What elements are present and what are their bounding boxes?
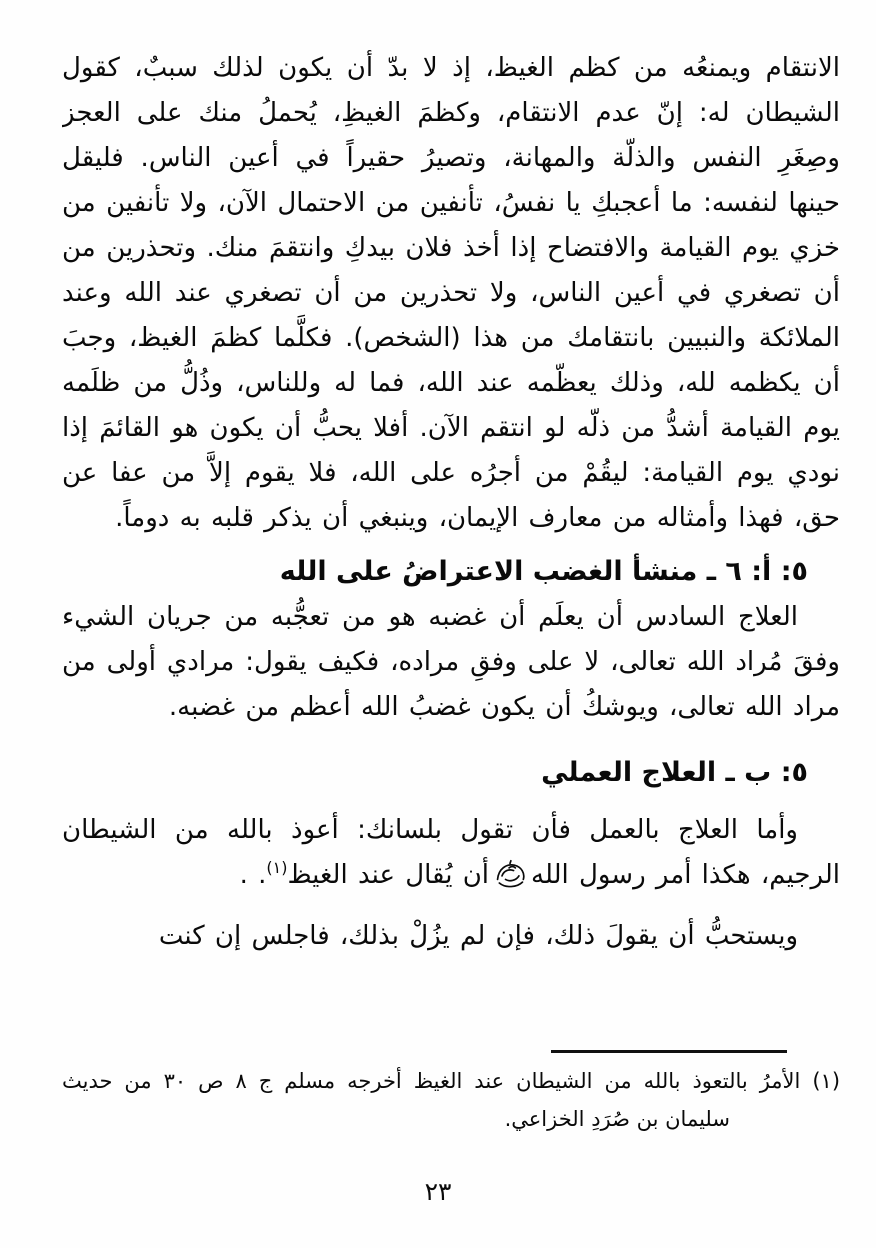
section-heading-practical-remedy: ٥: ب ـ العلاج العملي (541, 757, 808, 788)
paragraph-mustahabb: ويستحبُّ أن يقولَ ذلك، فإن لم يزُلْ بذلك، فاجلس إن كنت (158, 921, 798, 951)
footnote (62, 1062, 840, 1138)
section-heading-anger-origin: ٥: أ: ٦ ـ منشأ الغضب الاعتراضُ على الله (279, 556, 808, 587)
footnote-line-1 (62, 1062, 840, 1100)
footnote-number: (١) (812, 1069, 841, 1093)
footnote-text-line-2: سليمان بن صُرَدِ الخزاعي. (504, 1107, 730, 1131)
paragraph-sixth-remedy: العلاج السادس أن يعلَم أن غضبه هو من تعجُّبه من جريان الشيء وفقَ مُراد الله تعالى، لا على وفقِ مراده، فكيف يقول: مرادي أولى من مراد الله تعالى، ويوشكُ أن يكون غضبُ الله أعظم من غضبه. (62, 602, 840, 722)
sallallahu-alayhi-wasallam-icon (492, 859, 528, 891)
paragraph-text-before-honorific: وأما العلاج بالعمل فأن تقول بلسانك: أعوذ بالله من الشيطان الرجيم، هكذا أمر رسول الله (62, 815, 840, 890)
paragraph-suppressing-anger: الانتقام ويمنعُه من كظم الغيظ، إذ لا بدّ أن يكون لذلك سببٌ، كقول الشيطان له: إنّ عدم الانتقام، وكظمَ الغيظِ، يُحملُ منك على العجز وصِغَرِ النفس والذلّة والمهانة، وتصيرُ حقيراً في أعين الناس. فليقل حينها لنفسه: ما أعجبكِ يا نفسُ، تأنفين من الاحتمال الآن، ولا تأنفين من خزي يوم القيامة والافتضاح إذا أخذ فلان بيدكِ وانتقمَ منك. وتحذرين من أن تصغري في أعين الناس، ولا تحذرين من أن تصغري عند الله وعند الملائكة والنبيين بانتقامك من هذا (الشخص). فكلَّما كظمَ الغيظ، وجبَ أن يكظمه لله، وذلك يعظّمه عند الله، فما له وللناس، وذُلُّ من ظلَمه يوم القيامة أشدُّ من ذلّه لو انتقم الآن. أفلا يحبُّ أن يكون هو القائمَ إذا نودي يوم القيامة: ليقُمْ من أجرُه على الله، فلا يقوم إلاَّ من عفا عن حق، فهذا وأمثاله من معارف الإيمان، وينبغي أن يذكر قلبه به دوماً. (62, 53, 840, 533)
page-text-block (62, 46, 840, 1034)
honorific-text (485, 891, 486, 892)
page-number: ٢٣ (424, 1177, 452, 1206)
footnote-separator-rule (551, 1050, 787, 1053)
paragraph-trailing-dots: . . (239, 860, 267, 890)
paragraph-text-after-honorific: أن يُقال عند الغيظ (287, 860, 490, 890)
footnote-reference: (١) (266, 858, 288, 877)
paragraph-practical-remedy (62, 808, 840, 898)
footnote-text-line-1: الأمرُ بالتعوذ بالله من الشيطان عند الغيظ أخرجه مسلم ج ٨ ص ٣٠ من حديث (62, 1069, 801, 1093)
